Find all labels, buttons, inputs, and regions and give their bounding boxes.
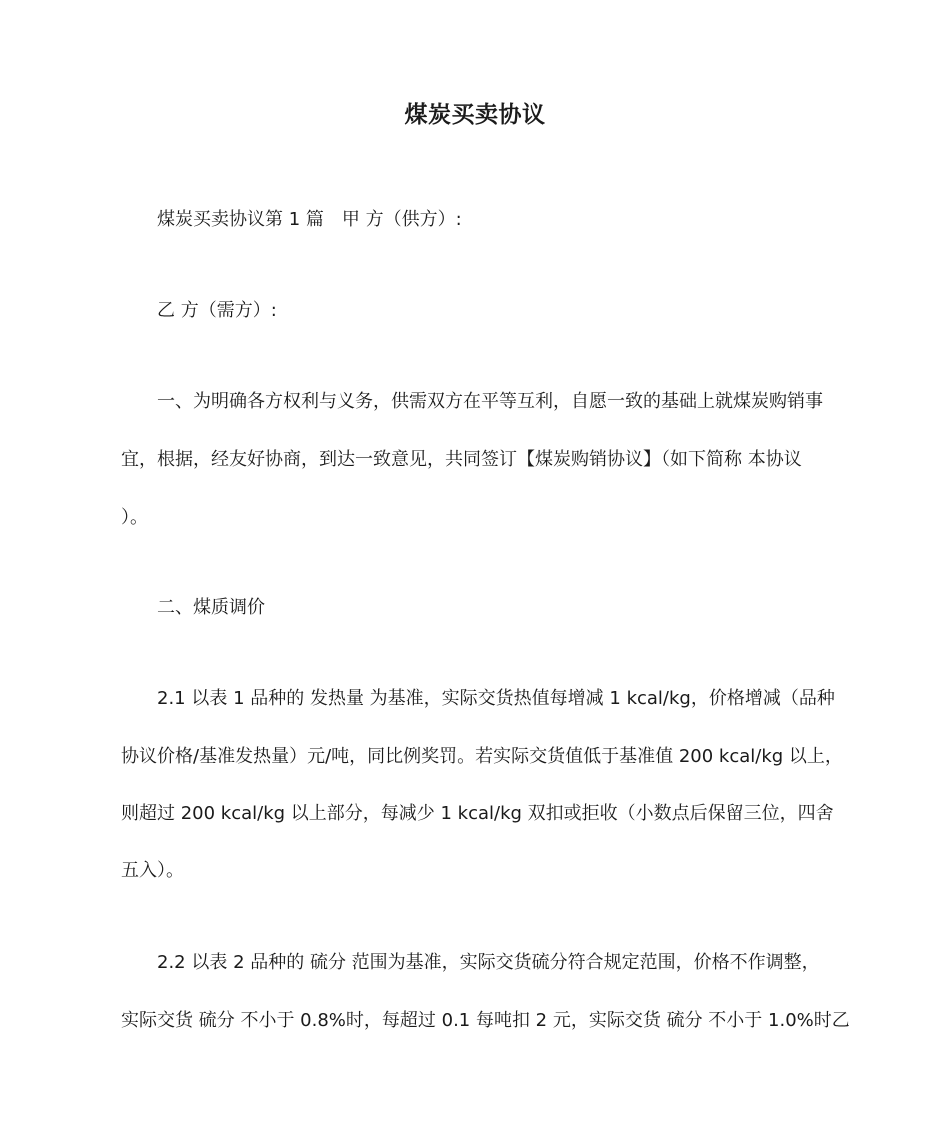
paragraph-2-1-line-3: 则超过 200 kcal/kg 以上部分，每减少 1 kcal/kg 双扣或拒收（小数点后保留三位，四舍 (121, 803, 834, 824)
paragraph-2-2-line-2: 实际交货 硫分 不小于 0.8%时，每超过 0.1 每吨扣 2 元，实际交货 硫分 不小于 1.0%时乙 (121, 1010, 850, 1031)
section-heading-2: 二、煤质调价 (157, 597, 265, 618)
paragraph-heading-parties-a: 煤炭买卖协议第 1 篇 甲 方（供方）: (157, 209, 462, 230)
paragraph-2-1-line-1: 2.1 以表 1 品种的 发热量 为基准，实际交货热值每增减 1 kcal/kg，价格增减（品种 (157, 688, 835, 709)
paragraph-1-line-1: 一、为明确各方权利与义务，供需双方在平等互利，自愿一致的基础上就煤炭购销事 (157, 391, 823, 412)
paragraph-2-1-line-2: 协议价格/基准发热量）元/吨，同比例奖罚。若实际交货值低于基准值 200 kcal/kg 以上， (121, 746, 843, 767)
paragraph-1-line-3: ）。 (121, 507, 148, 528)
paragraph-2-1-line-4: 五入）。 (121, 860, 184, 881)
paragraph-party-b: 乙 方（需方）: (157, 300, 277, 321)
paragraph-1-line-2: 宜，根据，经友好协商，到达一致意见，共同签订【煤炭购销协议】（如下简称 本协议 (121, 449, 802, 470)
document-title: 煤炭买卖协议 (404, 102, 546, 128)
paragraph-2-2-line-1: 2.2 以表 2 品种的 硫分 范围为基准，实际交货硫分符合规定范围，价格不作调整， (157, 952, 820, 973)
